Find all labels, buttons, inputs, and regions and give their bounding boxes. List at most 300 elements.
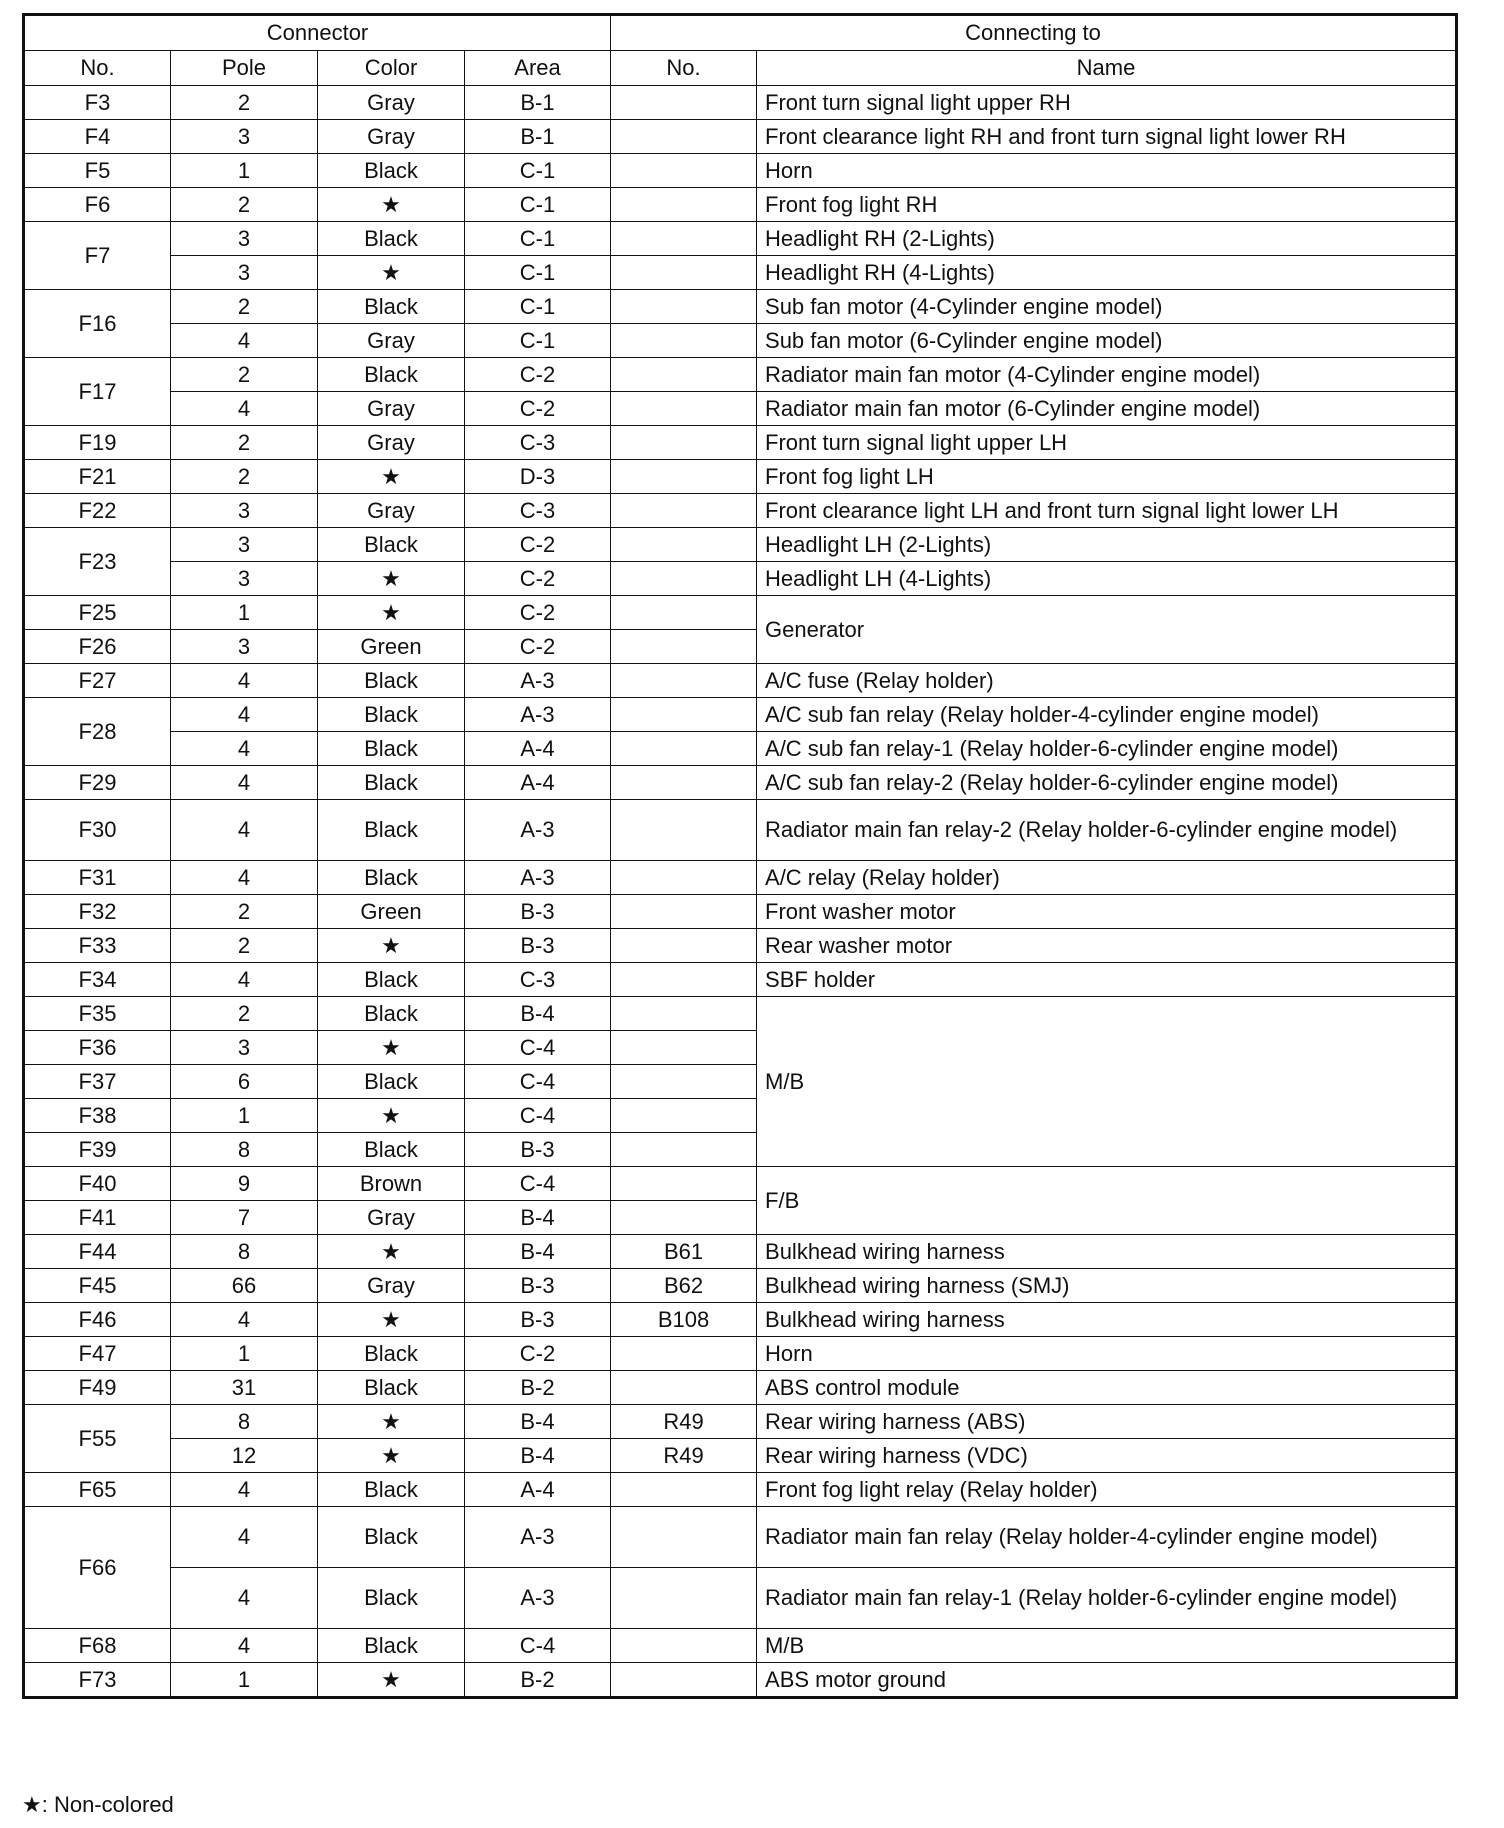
area-cell: A-4 [465, 766, 611, 800]
connecting-no-cell [611, 1133, 757, 1167]
connecting-no-cell [611, 1371, 757, 1405]
area-cell: C-2 [465, 562, 611, 596]
area-cell: C-4 [465, 1629, 611, 1663]
connector-no-cell: F16 [24, 290, 171, 358]
table-row [24, 800, 1457, 861]
color-cell: ★ [318, 596, 465, 630]
color-cell: Black [318, 1629, 465, 1663]
area-cell: C-1 [465, 154, 611, 188]
area-cell: C-1 [465, 324, 611, 358]
connecting-no-cell [611, 895, 757, 929]
connecting-no-cell [611, 1568, 757, 1629]
pole-cell: 7 [171, 1201, 318, 1235]
header-no: No. [24, 51, 171, 86]
area-cell: B-3 [465, 929, 611, 963]
connecting-name-cell: Radiator main fan motor (6-Cylinder engine model) [757, 392, 1457, 426]
pole-cell: 2 [171, 929, 318, 963]
connector-no-cell: F44 [24, 1235, 171, 1269]
connector-no-cell: F39 [24, 1133, 171, 1167]
color-cell: Black [318, 1473, 465, 1507]
connector-no-cell: F40 [24, 1167, 171, 1201]
area-cell: A-3 [465, 664, 611, 698]
color-cell: Black [318, 963, 465, 997]
connecting-name-cell: Rear wiring harness (VDC) [757, 1439, 1457, 1473]
pole-cell: 1 [171, 596, 318, 630]
connector-no-cell: F35 [24, 997, 171, 1031]
table-row [24, 528, 1457, 562]
connector-no-cell: F41 [24, 1201, 171, 1235]
table-row [24, 1269, 1457, 1303]
connecting-name-cell: Horn [757, 1337, 1457, 1371]
color-cell: ★ [318, 1303, 465, 1337]
connecting-name-cell: Radiator main fan motor (4-Cylinder engine model) [757, 358, 1457, 392]
pole-cell: 3 [171, 630, 318, 664]
connecting-no-cell [611, 861, 757, 895]
connecting-no-cell [611, 766, 757, 800]
connecting-no-cell [611, 1663, 757, 1698]
table-row [24, 929, 1457, 963]
area-cell: C-2 [465, 596, 611, 630]
connecting-name-cell: Front fog light relay (Relay holder) [757, 1473, 1457, 1507]
connecting-no-cell [611, 392, 757, 426]
color-cell: Black [318, 222, 465, 256]
connecting-name-cell: Bulkhead wiring harness (SMJ) [757, 1269, 1457, 1303]
table-row [24, 1371, 1457, 1405]
connecting-name-cell: Front fog light RH [757, 188, 1457, 222]
pole-cell: 1 [171, 1099, 318, 1133]
connector-no-cell: F38 [24, 1099, 171, 1133]
table-row [24, 698, 1457, 732]
connecting-name-cell: Horn [757, 154, 1457, 188]
area-cell: B-4 [465, 997, 611, 1031]
color-cell: Black [318, 528, 465, 562]
pole-cell: 6 [171, 1065, 318, 1099]
connecting-name-cell: Front clearance light LH and front turn signal light lower LH [757, 494, 1457, 528]
connector-no-cell: F66 [24, 1507, 171, 1629]
connector-table [22, 13, 1458, 1699]
color-cell: ★ [318, 929, 465, 963]
connecting-no-cell [611, 698, 757, 732]
pole-cell: 1 [171, 154, 318, 188]
header-name: Name [757, 51, 1457, 86]
pole-cell: 4 [171, 664, 318, 698]
pole-cell: 1 [171, 1663, 318, 1698]
table-row [24, 1303, 1457, 1337]
color-cell: Black [318, 1507, 465, 1568]
connecting-name-cell: M/B [757, 1629, 1457, 1663]
color-cell: ★ [318, 1663, 465, 1698]
pole-cell: 3 [171, 222, 318, 256]
area-cell: A-4 [465, 732, 611, 766]
header-column-row [24, 51, 1457, 86]
connecting-name-cell: M/B [757, 997, 1457, 1167]
connecting-name-cell: A/C sub fan relay (Relay holder-4-cylinder engine model) [757, 698, 1457, 732]
color-cell: Gray [318, 86, 465, 120]
pole-cell: 4 [171, 1473, 318, 1507]
color-cell: Gray [318, 324, 465, 358]
connecting-name-cell: A/C relay (Relay holder) [757, 861, 1457, 895]
table-row [24, 664, 1457, 698]
area-cell: C-2 [465, 528, 611, 562]
color-cell: Black [318, 154, 465, 188]
table-row [24, 963, 1457, 997]
color-cell: Black [318, 1568, 465, 1629]
connecting-no-cell [611, 120, 757, 154]
table-row [24, 120, 1457, 154]
pole-cell: 9 [171, 1167, 318, 1201]
table-row [24, 392, 1457, 426]
connecting-no-cell [611, 1167, 757, 1201]
connector-no-cell: F17 [24, 358, 171, 426]
color-cell: ★ [318, 256, 465, 290]
area-cell: B-2 [465, 1371, 611, 1405]
connector-no-cell: F32 [24, 895, 171, 929]
table-row [24, 1405, 1457, 1439]
color-cell: Black [318, 997, 465, 1031]
color-cell: Black [318, 1133, 465, 1167]
pole-cell: 1 [171, 1337, 318, 1371]
connecting-no-cell [611, 596, 757, 630]
header-connecting-no: No. [611, 51, 757, 86]
connector-no-cell: F5 [24, 154, 171, 188]
area-cell: B-1 [465, 86, 611, 120]
connector-no-cell: F28 [24, 698, 171, 766]
color-cell: ★ [318, 562, 465, 596]
connecting-no-cell [611, 1065, 757, 1099]
connecting-no-cell [611, 1629, 757, 1663]
color-cell: Gray [318, 1269, 465, 1303]
color-cell: Gray [318, 494, 465, 528]
pole-cell: 4 [171, 324, 318, 358]
color-cell: Black [318, 732, 465, 766]
pole-cell: 4 [171, 698, 318, 732]
connector-no-cell: F22 [24, 494, 171, 528]
table-row [24, 1235, 1457, 1269]
color-cell: Black [318, 1371, 465, 1405]
area-cell: C-3 [465, 426, 611, 460]
pole-cell: 4 [171, 1568, 318, 1629]
connecting-no-cell [611, 154, 757, 188]
connecting-name-cell: Bulkhead wiring harness [757, 1235, 1457, 1269]
connecting-no-cell [611, 929, 757, 963]
connector-no-cell: F6 [24, 188, 171, 222]
connecting-name-cell: A/C sub fan relay-2 (Relay holder-6-cylinder engine model) [757, 766, 1457, 800]
table-row [24, 426, 1457, 460]
area-cell: B-2 [465, 1663, 611, 1698]
area-cell: B-4 [465, 1439, 611, 1473]
connecting-name-cell: Headlight RH (2-Lights) [757, 222, 1457, 256]
connecting-no-cell [611, 460, 757, 494]
pole-cell: 4 [171, 1303, 318, 1337]
connecting-no-cell [611, 324, 757, 358]
color-cell: ★ [318, 1099, 465, 1133]
pole-cell: 3 [171, 494, 318, 528]
connecting-name-cell: F/B [757, 1167, 1457, 1235]
connecting-no-cell: B108 [611, 1303, 757, 1337]
color-cell: Black [318, 800, 465, 861]
color-cell: ★ [318, 1405, 465, 1439]
connecting-name-cell: Sub fan motor (4-Cylinder engine model) [757, 290, 1457, 324]
area-cell: C-2 [465, 392, 611, 426]
pole-cell: 2 [171, 895, 318, 929]
pole-cell: 4 [171, 861, 318, 895]
pole-cell: 66 [171, 1269, 318, 1303]
connector-no-cell: F49 [24, 1371, 171, 1405]
connector-no-cell: F36 [24, 1031, 171, 1065]
table-row [24, 1629, 1457, 1663]
connecting-name-cell: Headlight LH (2-Lights) [757, 528, 1457, 562]
pole-cell: 8 [171, 1133, 318, 1167]
area-cell: C-4 [465, 1099, 611, 1133]
connector-no-cell: F33 [24, 929, 171, 963]
connecting-no-cell [611, 630, 757, 664]
connecting-no-cell: B61 [611, 1235, 757, 1269]
header-connecting-to: Connecting to [611, 15, 1457, 51]
connecting-no-cell [611, 1473, 757, 1507]
connector-no-cell: F46 [24, 1303, 171, 1337]
pole-cell: 2 [171, 460, 318, 494]
pole-cell: 8 [171, 1235, 318, 1269]
pole-cell: 4 [171, 1629, 318, 1663]
connecting-name-cell: Headlight RH (4-Lights) [757, 256, 1457, 290]
connector-no-cell: F29 [24, 766, 171, 800]
header-group-row [24, 15, 1457, 51]
pole-cell: 4 [171, 1507, 318, 1568]
table-row [24, 732, 1457, 766]
header-pole: Pole [171, 51, 318, 86]
connecting-no-cell [611, 86, 757, 120]
connecting-name-cell: SBF holder [757, 963, 1457, 997]
connecting-no-cell [611, 997, 757, 1031]
table-row [24, 290, 1457, 324]
connecting-no-cell [611, 1337, 757, 1371]
table-row [24, 766, 1457, 800]
pole-cell: 4 [171, 766, 318, 800]
area-cell: D-3 [465, 460, 611, 494]
connecting-name-cell: Front turn signal light upper LH [757, 426, 1457, 460]
color-cell: ★ [318, 1031, 465, 1065]
area-cell: C-2 [465, 630, 611, 664]
table-row [24, 895, 1457, 929]
connecting-name-cell: Bulkhead wiring harness [757, 1303, 1457, 1337]
pole-cell: 2 [171, 426, 318, 460]
connecting-name-cell: ABS control module [757, 1371, 1457, 1405]
area-cell: B-3 [465, 1303, 611, 1337]
area-cell: C-4 [465, 1065, 611, 1099]
connector-no-cell: F27 [24, 664, 171, 698]
table-row [24, 222, 1457, 256]
table-row [24, 1507, 1457, 1568]
connector-no-cell: F47 [24, 1337, 171, 1371]
pole-cell: 3 [171, 1031, 318, 1065]
connecting-name-cell: ABS motor ground [757, 1663, 1457, 1698]
connector-no-cell: F23 [24, 528, 171, 596]
area-cell: A-4 [465, 1473, 611, 1507]
table-row [24, 1568, 1457, 1629]
color-cell: Black [318, 358, 465, 392]
pole-cell: 2 [171, 290, 318, 324]
connecting-no-cell [611, 358, 757, 392]
connecting-no-cell [611, 494, 757, 528]
pole-cell: 3 [171, 256, 318, 290]
connecting-no-cell: B62 [611, 1269, 757, 1303]
area-cell: C-4 [465, 1167, 611, 1201]
color-cell: Black [318, 1065, 465, 1099]
connector-no-cell: F19 [24, 426, 171, 460]
color-cell: Green [318, 895, 465, 929]
area-cell: C-1 [465, 222, 611, 256]
connecting-no-cell [611, 222, 757, 256]
area-cell: B-3 [465, 1133, 611, 1167]
area-cell: C-1 [465, 256, 611, 290]
table-row [24, 1167, 1457, 1201]
table-row [24, 1663, 1457, 1698]
pole-cell: 4 [171, 963, 318, 997]
connecting-name-cell: A/C fuse (Relay holder) [757, 664, 1457, 698]
connecting-no-cell: R49 [611, 1439, 757, 1473]
pole-cell: 12 [171, 1439, 318, 1473]
connector-no-cell: F25 [24, 596, 171, 630]
connecting-no-cell: R49 [611, 1405, 757, 1439]
color-cell: ★ [318, 1235, 465, 1269]
table-row [24, 1473, 1457, 1507]
area-cell: A-3 [465, 800, 611, 861]
connecting-no-cell [611, 1031, 757, 1065]
area-cell: C-4 [465, 1031, 611, 1065]
connecting-name-cell: Rear wiring harness (ABS) [757, 1405, 1457, 1439]
connecting-no-cell [611, 1507, 757, 1568]
area-cell: C-2 [465, 358, 611, 392]
connecting-no-cell [611, 528, 757, 562]
color-cell: ★ [318, 1439, 465, 1473]
color-cell: Black [318, 664, 465, 698]
connecting-name-cell: Radiator main fan relay (Relay holder-4-cylinder engine model) [757, 1507, 1457, 1568]
pole-cell: 4 [171, 732, 318, 766]
table-row [24, 188, 1457, 222]
connector-no-cell: F65 [24, 1473, 171, 1507]
area-cell: C-1 [465, 290, 611, 324]
pole-cell: 2 [171, 188, 318, 222]
connecting-name-cell: Front washer motor [757, 895, 1457, 929]
pole-cell: 3 [171, 528, 318, 562]
color-cell: Black [318, 290, 465, 324]
pole-cell: 3 [171, 120, 318, 154]
connector-no-cell: F45 [24, 1269, 171, 1303]
table-row [24, 86, 1457, 120]
connector-no-cell: F3 [24, 86, 171, 120]
connecting-no-cell [611, 256, 757, 290]
color-cell: Black [318, 766, 465, 800]
table-row [24, 358, 1457, 392]
area-cell: B-3 [465, 1269, 611, 1303]
connector-no-cell: F68 [24, 1629, 171, 1663]
area-cell: C-1 [465, 188, 611, 222]
area-cell: B-4 [465, 1235, 611, 1269]
color-cell: Black [318, 698, 465, 732]
connecting-name-cell: Radiator main fan relay-2 (Relay holder-6-cylinder engine model) [757, 800, 1457, 861]
connecting-no-cell [611, 1201, 757, 1235]
table-body [24, 86, 1457, 1698]
table-row [24, 324, 1457, 358]
connector-no-cell: F4 [24, 120, 171, 154]
connector-no-cell: F37 [24, 1065, 171, 1099]
pole-cell: 31 [171, 1371, 318, 1405]
area-cell: C-2 [465, 1337, 611, 1371]
table-row [24, 494, 1457, 528]
connecting-name-cell: Headlight LH (4-Lights) [757, 562, 1457, 596]
table-row [24, 1439, 1457, 1473]
table-row [24, 1337, 1457, 1371]
area-cell: B-1 [465, 120, 611, 154]
header-area: Area [465, 51, 611, 86]
connecting-name-cell: Generator [757, 596, 1457, 664]
connecting-name-cell: Rear washer motor [757, 929, 1457, 963]
connector-no-cell: F55 [24, 1405, 171, 1473]
connecting-name-cell: Sub fan motor (6-Cylinder engine model) [757, 324, 1457, 358]
pole-cell: 4 [171, 392, 318, 426]
area-cell: B-4 [465, 1405, 611, 1439]
color-cell: Gray [318, 392, 465, 426]
header-color: Color [318, 51, 465, 86]
pole-cell: 2 [171, 358, 318, 392]
table-row [24, 256, 1457, 290]
area-cell: A-3 [465, 861, 611, 895]
connector-no-cell: F26 [24, 630, 171, 664]
area-cell: C-3 [465, 963, 611, 997]
color-cell: Green [318, 630, 465, 664]
connecting-no-cell [611, 732, 757, 766]
table-row [24, 562, 1457, 596]
pole-cell: 2 [171, 86, 318, 120]
color-cell: Gray [318, 1201, 465, 1235]
area-cell: A-3 [465, 698, 611, 732]
color-cell: ★ [318, 188, 465, 222]
connecting-no-cell [611, 188, 757, 222]
color-cell: Gray [318, 426, 465, 460]
area-cell: C-3 [465, 494, 611, 528]
color-cell: Black [318, 861, 465, 895]
connecting-no-cell [611, 963, 757, 997]
connector-no-cell: F21 [24, 460, 171, 494]
table-row [24, 596, 1457, 630]
color-cell: Black [318, 1337, 465, 1371]
connector-no-cell: F31 [24, 861, 171, 895]
connecting-no-cell [611, 290, 757, 324]
table-row [24, 861, 1457, 895]
area-cell: A-3 [465, 1568, 611, 1629]
pole-cell: 2 [171, 997, 318, 1031]
header-connector: Connector [24, 15, 611, 51]
table-row [24, 154, 1457, 188]
pole-cell: 3 [171, 562, 318, 596]
connecting-name-cell: Radiator main fan relay-1 (Relay holder-6-cylinder engine model) [757, 1568, 1457, 1629]
connecting-name-cell: Front turn signal light upper RH [757, 86, 1457, 120]
connecting-no-cell [611, 664, 757, 698]
connecting-name-cell: A/C sub fan relay-1 (Relay holder-6-cylinder engine model) [757, 732, 1457, 766]
connecting-name-cell: Front clearance light RH and front turn signal light lower RH [757, 120, 1457, 154]
color-cell: Gray [318, 120, 465, 154]
pole-cell: 4 [171, 800, 318, 861]
pole-cell: 8 [171, 1405, 318, 1439]
connecting-no-cell [611, 800, 757, 861]
connecting-no-cell [611, 426, 757, 460]
connector-no-cell: F73 [24, 1663, 171, 1698]
connecting-no-cell [611, 1099, 757, 1133]
footnote: ★: Non-colored [22, 1792, 174, 1817]
table-row [24, 997, 1457, 1031]
area-cell: B-3 [465, 895, 611, 929]
color-cell: Brown [318, 1167, 465, 1201]
